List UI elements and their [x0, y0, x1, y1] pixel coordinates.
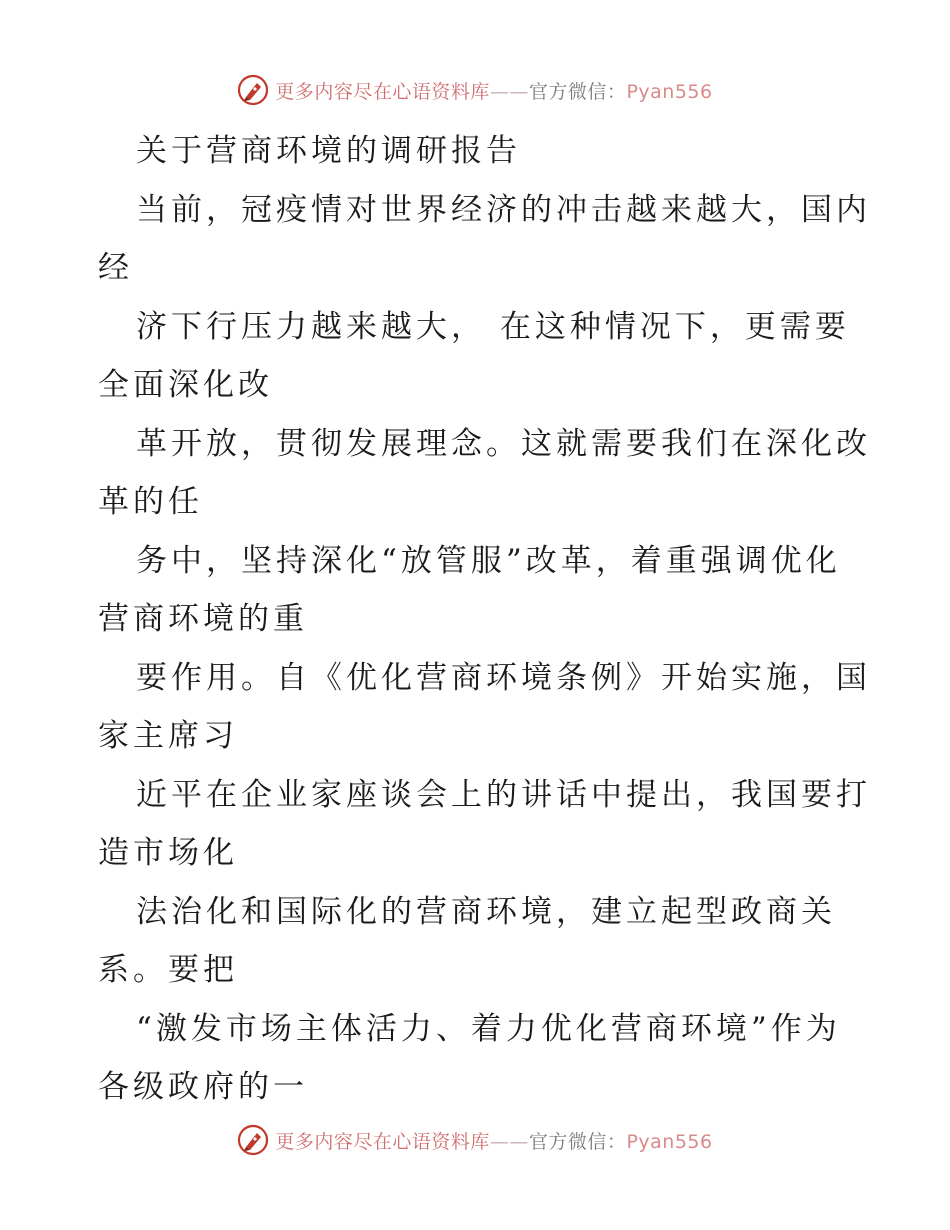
footer-brand-text: 更多内容尽在心语资料库 [275, 1130, 490, 1153]
header-wechat-id: Pyan556 [626, 80, 713, 103]
header-separator: —— [489, 80, 529, 103]
header-wechat-label: 官方微信： [528, 80, 627, 103]
header-banner-text [275, 77, 712, 104]
paragraph-line: 务中，坚持深化“放管服”改革，着重强调优化 [136, 542, 841, 579]
paragraph-line: 革开放，贯彻发展理念。这就需要我们在深化改 [136, 425, 871, 462]
paragraph-line: 近平在企业家座谈会上的讲话中提出，我国要打 [136, 776, 871, 813]
footer-banner-text [275, 1127, 712, 1154]
header-banner-inner [237, 74, 712, 106]
pen-logo-icon [237, 74, 269, 106]
pen-logo-icon [237, 1124, 269, 1156]
paragraph-line: 法治化和国际化的营商环境，建立起型政商关 [136, 893, 836, 930]
document-title: 关于营商环境的调研报告 [136, 133, 521, 169]
header-banner [0, 70, 950, 110]
footer-wechat-id: Pyan556 [626, 1130, 713, 1153]
document-body [98, 122, 871, 1117]
footer-wechat-label: 官方微信： [528, 1130, 627, 1153]
footer-banner [0, 1120, 950, 1160]
paragraph-line: 各级政府的一 [98, 1069, 308, 1105]
paragraph-line: 全面深化改 [98, 367, 273, 403]
footer-banner-inner [237, 1124, 712, 1156]
paragraph-line: 家主席习 [98, 718, 238, 754]
paragraph-line: 经 [98, 250, 133, 286]
paragraph-line: 当前，冠疫情对世界经济的冲击越来越大，国内 [136, 191, 871, 228]
paragraph-line: 造市场化 [98, 835, 238, 871]
paragraph-line: “激发市场主体活力、着力优化营商环境”作为 [136, 1010, 841, 1047]
paragraph-line: 营商环境的重 [98, 601, 308, 637]
footer-separator: —— [489, 1130, 529, 1153]
paragraph-line: 革的任 [98, 484, 203, 520]
paragraph-line: 要作用。自《优化营商环境条例》开始实施，国 [136, 659, 871, 696]
paragraph-line: 济下行压力越来越大， 在这种情况下，更需要 [136, 308, 850, 345]
paragraph-line: 系。要把 [98, 952, 238, 988]
header-brand-text: 更多内容尽在心语资料库 [275, 80, 490, 103]
